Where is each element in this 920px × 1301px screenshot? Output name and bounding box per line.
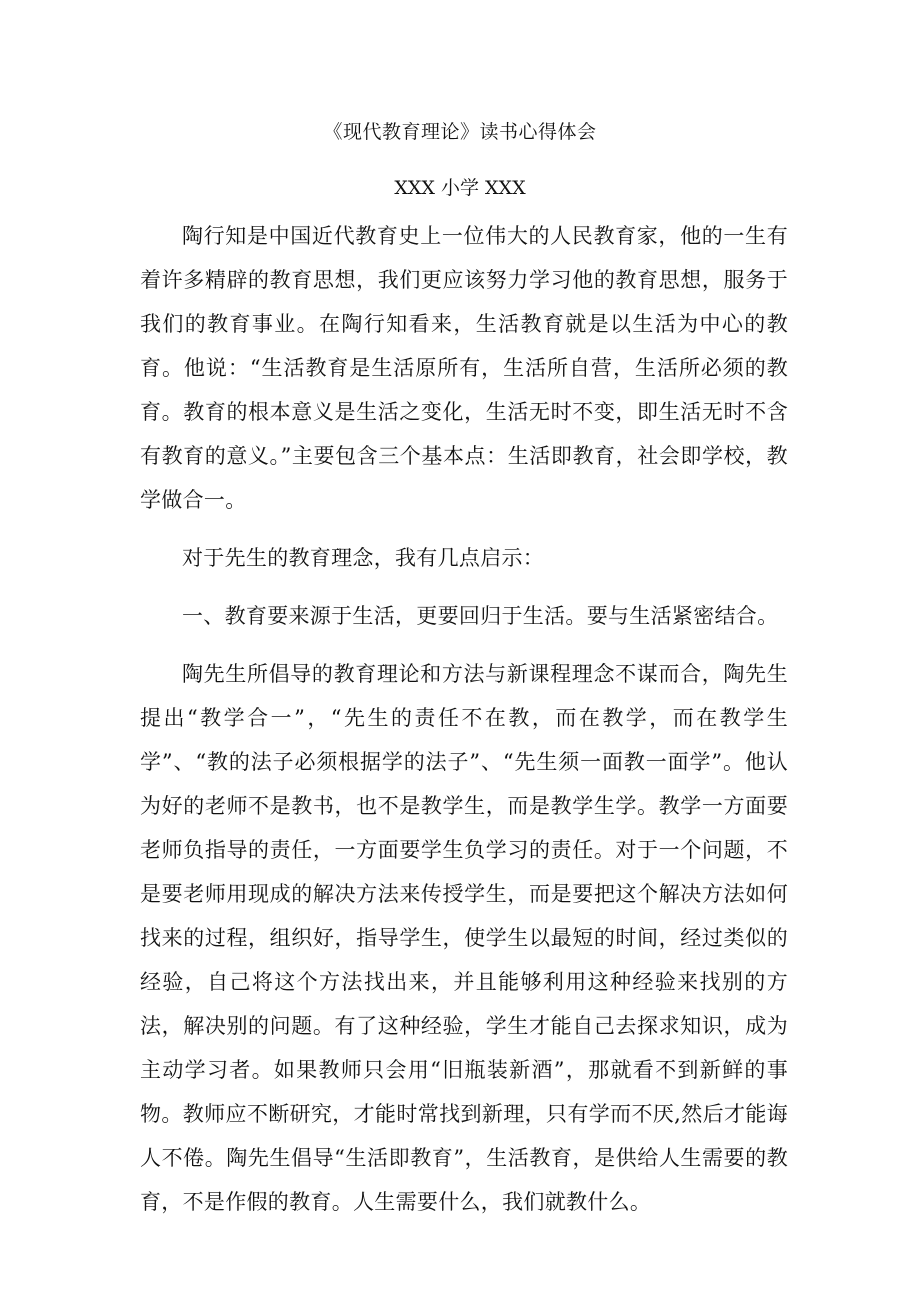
paragraph: 陶行知是中国近代教育史上一位伟大的人民教育家，他的一生有着许多精辟的教育思想，我们更应该努力学习他的教育思想，服务于我们的教育事业。在陶行知看来，生活教育就是以生活为中心的教育。他说：“生活教育是生活原所有，生活所自营，生活所必须的教育。教育的根本意义是生活之变化，生活无时不变，即生活无时不含有教育的意义。”主要包含三个基本点：生活即教育，社会即学校，教学做合一。 xyxy=(140,224,788,512)
document-title: 《现代教育理论》读书心得体会 xyxy=(323,121,597,143)
paragraph: 陶先生所倡导的教育理论和方法与新课程理念不谋而合，陶先生提出“教学合一”，“先生的责任不在教，而在教学，而在教学生学”、“教的法子必须根据学的法子”、“先生须一面教一面学”。他认为好的老师不是教书，也不是教学生，而是教学生学。教学一方面要老师负指导的责任，一方面要学生负学习的责任。对于一个问题，不是要老师用现成的解决方法来传授学生，而是要把这个解决方法如何找来的过程，组织好，指导学生，使学生以最短的时间，经过类似的经验，自己将这个方法找出来，并且能够利用这种经验来找别的方法，解决别的问题。有了这种经验，学生才能自己去探求知识，成为主动学习者。如果教师只会用“旧瓶装新酒”，那就看不到新鲜的事物。教师应不断研究，才能时常找到新理，只有学而不厌,然后才能诲人不倦。陶先生倡导“生活即教育”，生活教育，是供给人生需要的教育，不是作假的教育。人生需要什么，我们就教什么。 xyxy=(140,662,788,1214)
paragraph: 一、教育要来源于生活，更要回归于生活。要与生活紧密结合。 xyxy=(182,604,779,628)
document-body xyxy=(140,214,788,1238)
paragraph: 对于先生的教育理念，我有几点启示： xyxy=(182,546,545,570)
document-author: XXX 小学 XXX xyxy=(394,177,526,199)
